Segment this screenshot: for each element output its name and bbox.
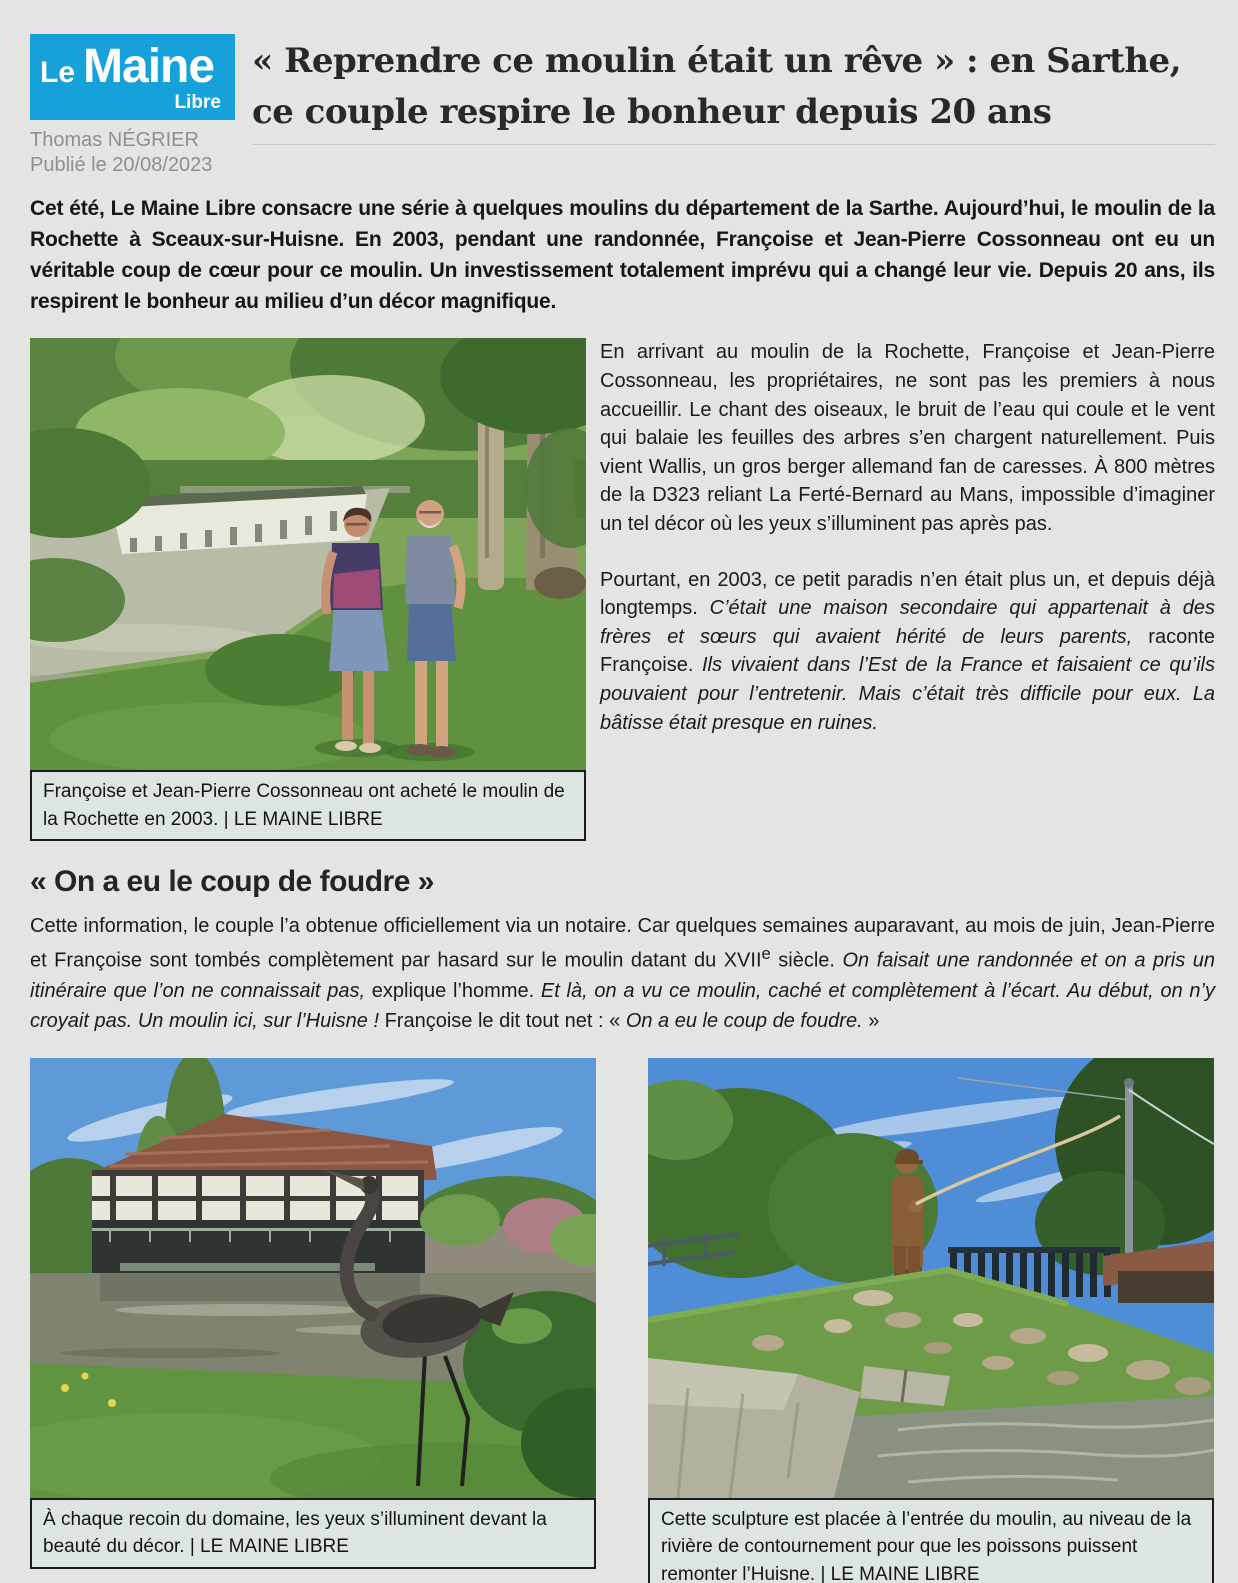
logo-le: Le [40, 55, 76, 89]
brand-column [30, 34, 252, 178]
caption-couple: Françoise et Jean-Pierre Cossonneau ont acheté le moulin de la Rochette en 2003. | LE MAINE LIBRE [30, 770, 586, 841]
byline [30, 128, 252, 178]
le-maine-libre-logo [30, 34, 235, 120]
logo-wordmark [40, 39, 225, 93]
paragraph-1: En arrivant au moulin de la Rochette, Françoise et Jean-Pierre Cossonneau, les propriétaires, ne sont pas les premiers à nous accueillir. Le chant des oiseaux, le bruit de l’eau qui coule et le vent qui balaie les feuilles des arbres s’en chargent naturellement. Puis vient Wallis, un gros berger allemand fan de caresses. À 800 mètres de la D323 reliant La Ferté-Bernard au Mans, impossible d’imaginer un tel décor où les yeux s’illuminent pas après pas. [600, 341, 1215, 535]
bottom-photos-row [30, 1058, 1215, 1583]
caption-sculpture: Cette sculpture est placée à l’entrée du moulin, au niveau de la rivière de contournement pour que les poissons puissent remonter l’Huisne. | LE MAINE LIBRE [648, 1498, 1214, 1583]
caption-heron: À chaque recoin du domaine, les yeux s’illuminent devant la beauté du décor. | LE MAINE LIBRE [30, 1498, 596, 1569]
figure-heron [30, 1058, 596, 1569]
section-heading: « On a eu le coup de foudre » [30, 865, 434, 899]
article-column [600, 338, 1215, 737]
publish-date: Publié le 20/08/2023 [30, 154, 213, 176]
lead-paragraph: Cet été, Le Maine Libre consacre une série à quelques moulins du département de la Sarthe. Aujourd’hui, le moulin de la Rochette à Sceaux-sur-Huisne. En 2003, pendant une randonnée, Françoise et Jean-Pierre Cossonneau ont eu un véritable coup de cœur pour ce moulin. Un investissement totalement imprévu qui a changé leur vie. Depuis 20 ans, ils respirent le bonheur au milieu d’un décor magnifique. [30, 197, 1215, 313]
headline-line2: ce couple respire le bonheur depuis 20 ans [252, 92, 1052, 132]
logo-maine: Maine [83, 39, 215, 93]
figure-sculpture [648, 1058, 1214, 1583]
couple-by-weir-photo [30, 338, 586, 770]
fisherman-sculpture-photo [648, 1058, 1214, 1498]
article-headline [252, 36, 1215, 145]
article-header [30, 34, 1215, 178]
author-name: Thomas NÉGRIER [30, 129, 199, 151]
paragraph-3: Cette information, le couple l’a obtenue officiellement via un notaire. Car quelques semaines auparavant, au mois de juin, Jean-Pierre et Françoise sont tombés complètement par hasard sur le moulin datant du XVIIe siècle. On faisait une randonnée et on a pris un itinéraire que l’on ne connaissait pas, explique l’homme. Et là, on a vu ce moulin, caché et complètement à l’écart. Au début, on n’y croyait pas. Un moulin ici, sur l’Huisne ! Françoise le dit tout net : « On a eu le coup de foudre. » [30, 915, 1215, 1032]
paragraph-2: Pourtant, en 2003, ce petit paradis n’en était plus un, et depuis déjà longtemps. C’était une maison secondaire qui appartenait à des frères et sœurs qui avaient hérité de leurs parents, raconte Françoise. Ils vivaient dans l’Est de la France et faisaient ce qu’ils pouvaient pour l’entretenir. Mais c’était très difficile pour eux. La bâtisse était presque en ruines. [600, 568, 1216, 734]
main-content-row [30, 338, 1215, 841]
heron-sculpture-photo [30, 1058, 596, 1498]
logo-libre: Libre [174, 91, 221, 113]
headline-line1: « Reprendre ce moulin était un rêve » : en Sarthe, [252, 41, 1182, 81]
figure-couple [30, 338, 586, 841]
